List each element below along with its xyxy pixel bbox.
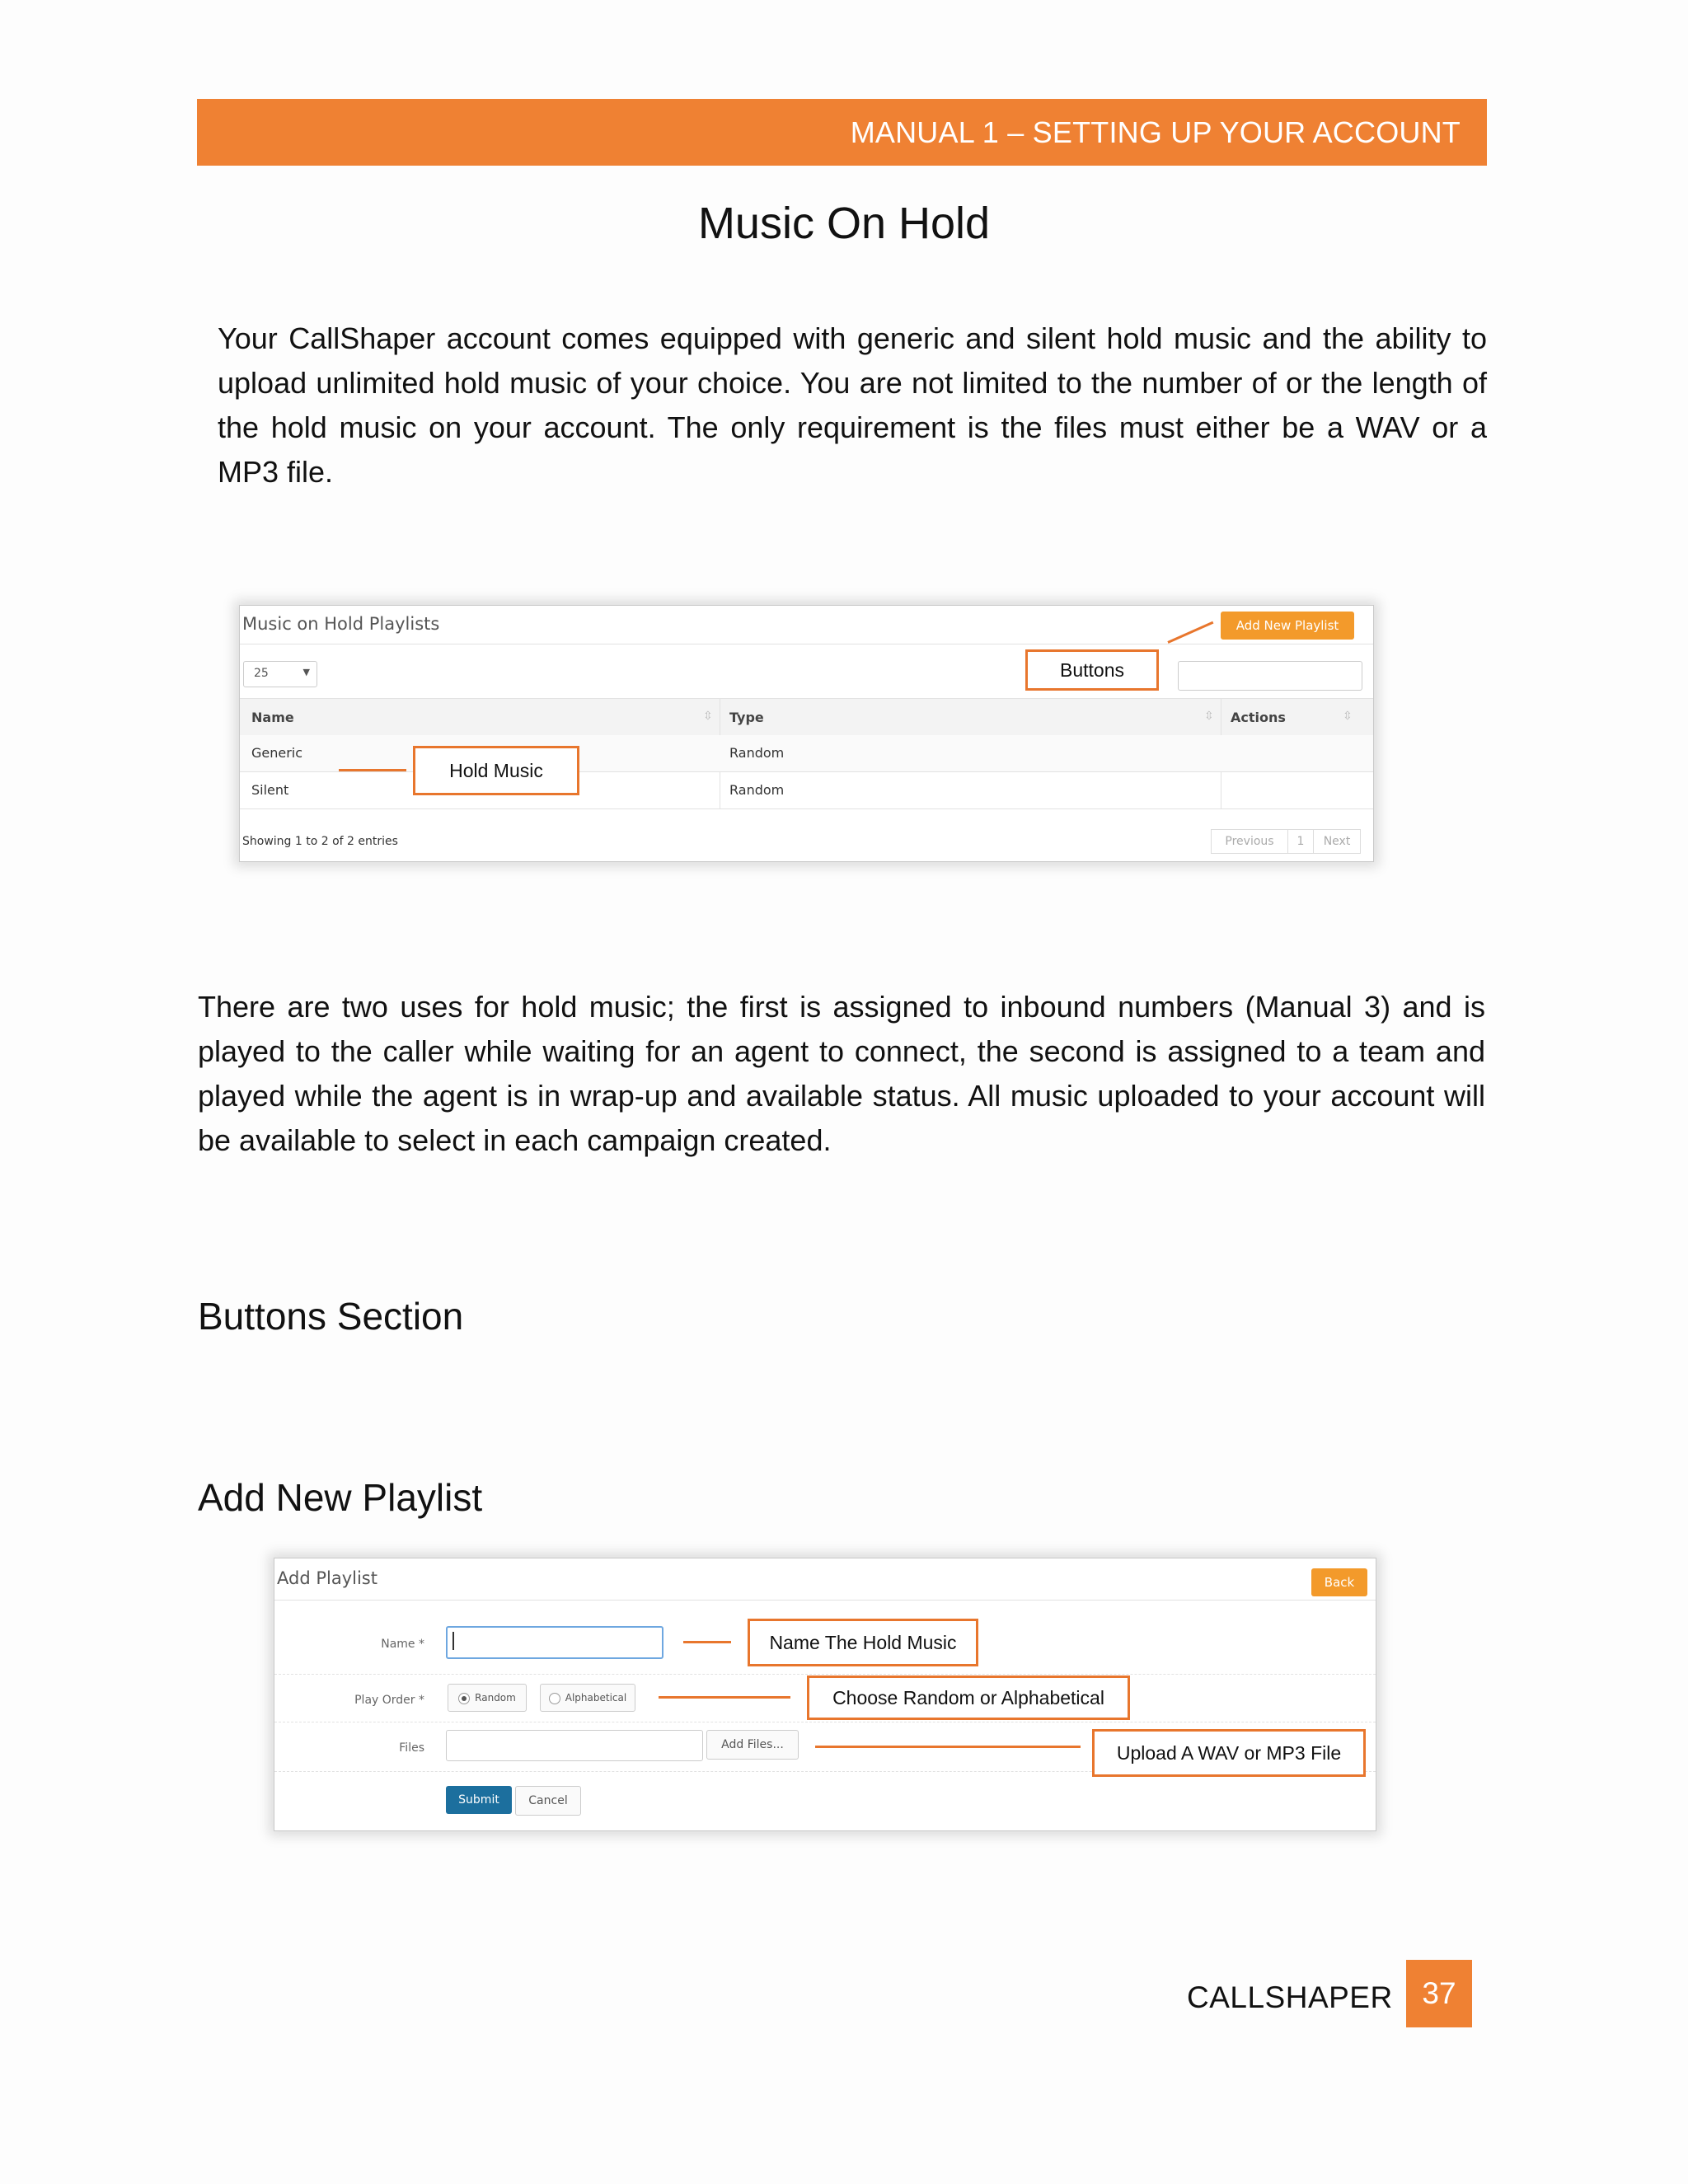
random-radio[interactable] [448, 1684, 527, 1712]
page-size-value: 25 [254, 667, 269, 680]
radio-unselected-icon [549, 1693, 560, 1704]
entries-info: Showing 1 to 2 of 2 entries [242, 835, 398, 848]
footer-brand: CALLSHAPER [1187, 1980, 1393, 2014]
back-button[interactable]: Back [1311, 1568, 1367, 1596]
add-playlist-panel-title: Add Playlist [277, 1568, 377, 1588]
previous-button[interactable]: Previous [1211, 829, 1288, 854]
alphabetical-option-label: Alphabetical [565, 1692, 627, 1704]
row-type: Random [729, 782, 785, 798]
radio-selected-icon [458, 1693, 470, 1704]
next-button[interactable]: Next [1313, 829, 1361, 854]
callout-name: Name The Hold Music [748, 1619, 978, 1666]
play-order-label: Play Order * [354, 1694, 424, 1707]
callout-hold-music: Hold Music [413, 746, 579, 795]
sort-icon[interactable]: ⇳ [1204, 710, 1214, 723]
page-number: 37 [1406, 1960, 1472, 2027]
column-name[interactable]: Name [251, 710, 294, 725]
callout-buttons: Buttons [1025, 649, 1159, 691]
uses-paragraph: There are two uses for hold music; the first is assigned to inbound numbers (Manual 3) and is played to the caller while waiting for an agent to connect, the second is assigned to a team and played while the agent is in wrap-up and available status. All music uploaded to your account will be available to select in each campaign created. [198, 990, 1485, 1157]
page-size-select[interactable] [243, 661, 317, 687]
name-label: Name * [381, 1638, 424, 1651]
heading-buttons-section: Buttons Section [198, 1295, 464, 1338]
callout-connector [1167, 621, 1213, 644]
page-1-button[interactable]: 1 [1287, 829, 1314, 854]
row-name: Silent [251, 782, 289, 798]
table-row[interactable] [240, 735, 1373, 772]
row-name: Generic [251, 745, 303, 761]
search-input[interactable] [1178, 661, 1362, 691]
header-title: MANUAL 1 – SETTING UP YOUR ACCOUNT [850, 115, 1461, 149]
add-playlist-screenshot [274, 1558, 1376, 1831]
submit-button[interactable]: Submit [446, 1786, 512, 1814]
sort-icon[interactable]: ⇳ [703, 710, 713, 723]
name-input[interactable] [446, 1626, 663, 1659]
row-type: Random [729, 745, 785, 761]
cancel-button[interactable]: Cancel [515, 1786, 581, 1816]
files-input[interactable] [446, 1730, 703, 1761]
text-cursor [452, 1632, 454, 1650]
random-option-label: Random [475, 1692, 516, 1704]
files-label: Files [399, 1741, 424, 1755]
chevron-down-icon: ▼ [302, 667, 310, 677]
add-new-playlist-button[interactable]: Add New Playlist [1221, 612, 1354, 640]
callout-upload: Upload A WAV or MP3 File [1092, 1729, 1366, 1777]
sort-icon[interactable]: ⇳ [1343, 710, 1353, 723]
add-files-button[interactable]: Add Files... [706, 1730, 799, 1760]
callout-order: Choose Random or Alphabetical [807, 1675, 1130, 1720]
column-type[interactable]: Type [729, 710, 764, 725]
heading-add-new-playlist: Add New Playlist [198, 1476, 483, 1519]
callout-connector [659, 1696, 790, 1699]
column-actions[interactable]: Actions [1231, 710, 1286, 725]
callout-connector [339, 769, 406, 771]
table-row[interactable] [240, 772, 1373, 809]
callout-connector [815, 1746, 1081, 1748]
callout-connector [683, 1641, 731, 1643]
alphabetical-radio[interactable] [540, 1684, 635, 1712]
page-title: Music On Hold [697, 199, 991, 248]
playlists-screenshot [239, 605, 1374, 862]
header-bar [197, 99, 1487, 166]
playlists-panel-title: Music on Hold Playlists [242, 614, 440, 634]
intro-paragraph: Your CallShaper account comes equipped with generic and silent hold music and the ability to upload unlimited hold music of your choice. You are not limited to the number of or the length of the hold music on your account. The only requirement is the files must either be a WAV or a MP3 file. [218, 321, 1487, 489]
